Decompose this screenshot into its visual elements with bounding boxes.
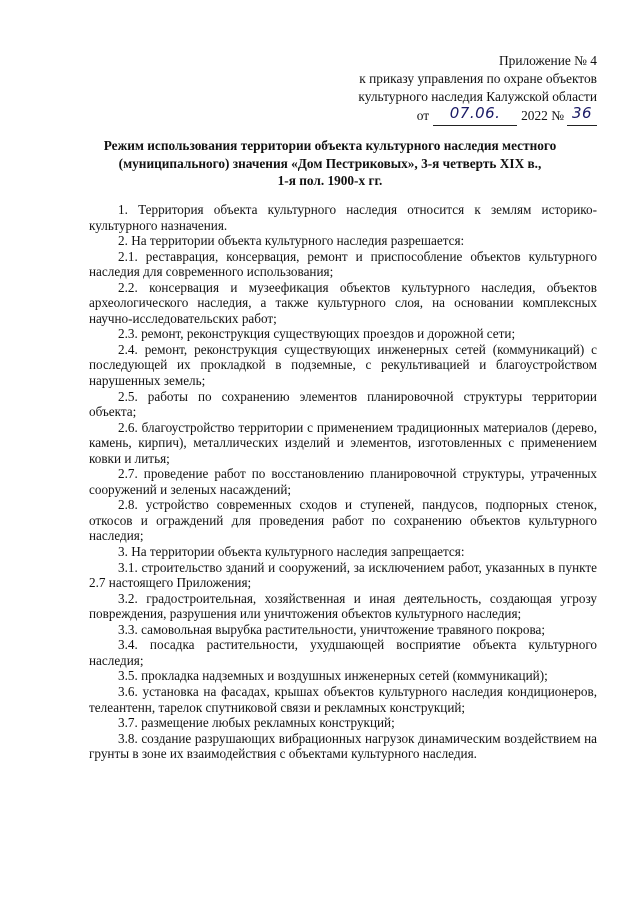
paragraph-3-2: 3.2. градостроительная, хозяйственная и иная деятельность, создающая угрозу повреждения, разрушения или уничтожения объектов культурного наследия; [89,590,597,622]
order-number-field [567,106,597,126]
appendix-header [358,52,597,126]
paragraph-2-1: 2.1. реставрация, консервация, ремонт и приспособление объектов культурного наследия для современного использования; [89,248,597,280]
handwritten-date: 07.06. [449,104,501,122]
paragraph-2-8: 2.8. устройство современных сходов и ступеней, пандусов, подпорных стенок, откосов и ограждений для проведения работ по сохранению объектов культурного наследия; [89,497,597,544]
handwritten-number: 36 [571,104,593,122]
paragraph-2-6: 2.6. благоустройство территории с применением традиционных материалов (дерево, камень, кирпич), металлических изделий и элементов, изготовленных с применением ковки и литья; [89,419,597,466]
paragraph-2-7: 2.7. проведение работ по восстановлению планировочной структуры, утраченных сооружений и зеленых насаждений; [89,466,597,497]
order-year: 2022 № [521,108,564,123]
document-title [80,137,580,190]
paragraph-3: 3. На территории объекта культурного наследия запрещается: [118,544,465,560]
title-line-2: (муниципального) значения «Дом Пестриковых», 3-я четверть XIX в., [118,155,542,171]
paragraph-3-3: 3.3. самовольная вырубка растительности, уничтожение травяного покрова; [118,621,546,637]
paragraph-2-2: 2.2. консервация и музеефикация объектов культурного наследия, объектов археологического наследия, а также культурного слоя, на основании комплексных научно-исследовательских работ; [89,279,597,326]
paragraph-1: 1. Территория объекта культурного наследия относится к землям историко-культурного назначения. [89,202,597,233]
paragraph-3-4: 3.4. посадка растительности, ухудшающей восприятие объекта культурного наследия; [89,637,597,668]
title-line-1: Режим использования территории объекта культурного наследия местного [103,138,557,153]
paragraph-3-6: 3.6. установка на фасадах, крышах объектов культурного наследия кондиционеров, телеантенн, тарелок спутниковой связи и рекламных конструкций; [89,683,597,715]
paragraph-3-8: 3.8. создание разрушающих вибрационных нагрузок динамическим воздействием на грунты в зоне их взаимодействия с объектами культурного наследия. [89,730,597,762]
date-prefix: от [416,108,430,123]
title-line-3: 1-я пол. 1900-х гг. [277,173,383,188]
paragraph-2-3: 2.3. ремонт, реконструкция существующих проездов и дорожной сети; [118,326,516,342]
issuing-authority: культурного наследия Калужской области [358,89,597,104]
order-date-field [433,106,517,126]
paragraph-2-4: 2.4. ремонт, реконструкция существующих инженерных сетей (коммуникаций) с последующей их прокладкой в подземные, с рекультивацией и благоустройством нарушенных земель; [89,341,597,389]
order-date-line [358,106,597,126]
appendix-number: Приложение № 4 [498,53,597,68]
order-reference: к приказу управления по охране объектов [359,71,597,86]
paragraph-2: 2. На территории объекта культурного наследия разрешается: [118,233,465,249]
regime-body [89,202,597,762]
paragraph-3-5: 3.5. прокладка надземных и воздушных инженерных сетей (коммуникаций); [118,668,548,684]
paragraph-3-1: 3.1. строительство зданий и сооружений, за исключением работ, указанных в пункте 2.7 настоящего Приложения; [89,559,597,591]
paragraph-3-7: 3.7. размещение любых рекламных конструкций; [118,715,395,731]
paragraph-2-5: 2.5. работы по сохранению элементов планировочной структуры территории объекта; [89,388,597,420]
